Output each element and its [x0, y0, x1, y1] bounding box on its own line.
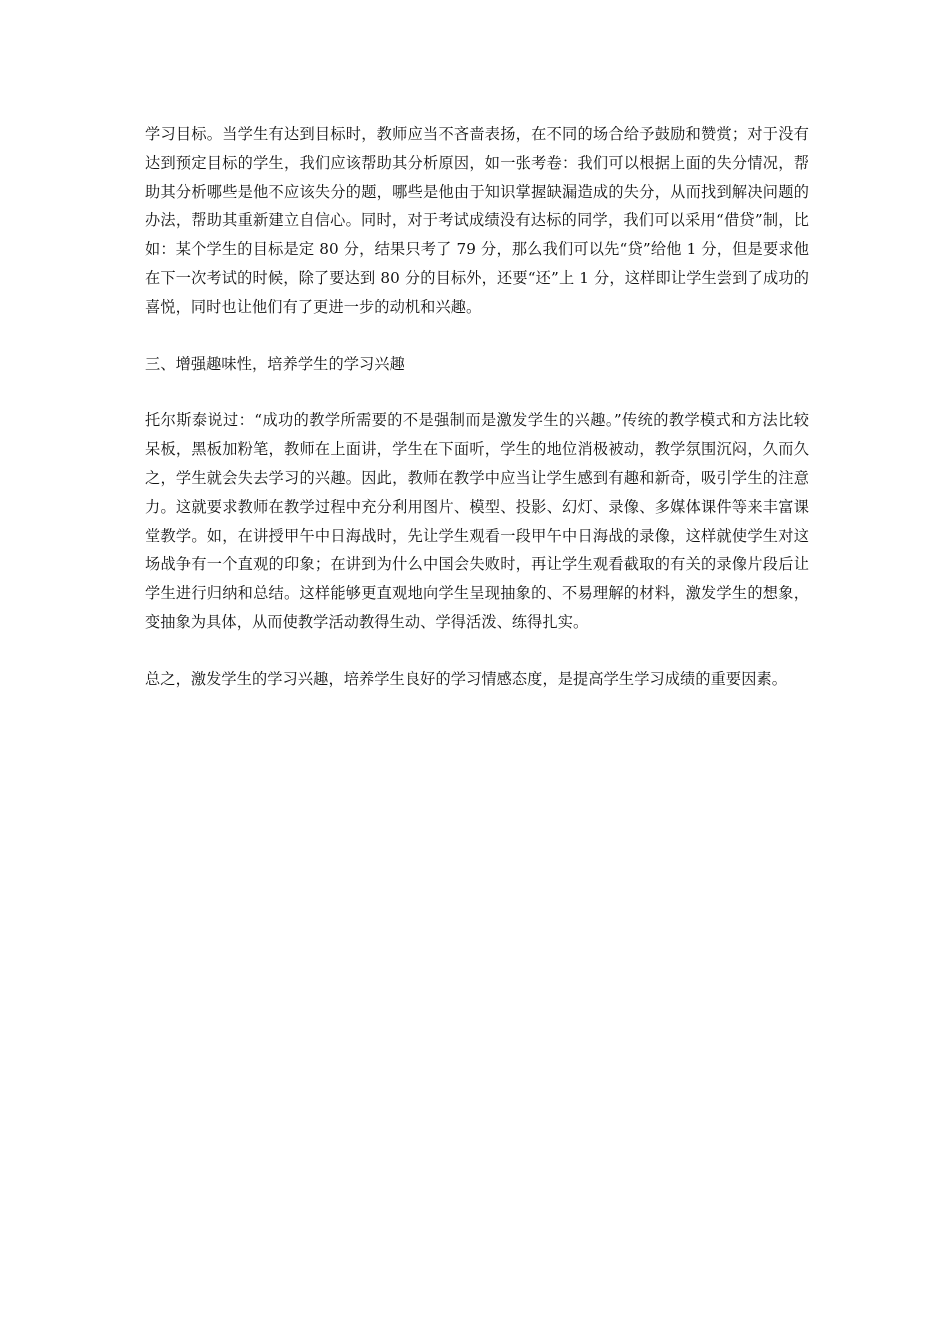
paragraph-conclusion: 总之，激发学生的学习兴趣，培养学生良好的学习情感态度，是提高学生学习成绩的重要因素。	[145, 669, 788, 688]
document-body	[145, 120, 809, 722]
paragraph-teaching-methods: 托尔斯泰说过：“成功的教学所需要的不是强制而是激发学生的兴趣。”传统的教学模式和方法比较呆板，黑板加粉笔，教师在上面讲，学生在下面听，学生的地位消极被动，教学氛围沉闷，久而久之，学生就会失去学习的兴趣。因此，教师在教学中应当让学生感到有趣和新奇，吸引学生的注意力。这就要求教师在教学过程中充分利用图片、模型、投影、幻灯、录像、多媒体课件等来丰富课堂教学。如，在讲授甲午中日海战时，先让学生观看一段甲午中日海战的录像，这样就使学生对这场战争有一个直观的印象；在讲到为什么中国会失败时，再让学生观看截取的有关的录像片段后让学生进行归纳和总结。这样能够更直观地向学生呈现抽象的、不易理解的材料，激发学生的想象，变抽象为具体，从而使教学活动教得生动、学得活泼、练得扎实。	[145, 411, 809, 631]
paragraph-goal-setting: 学习目标。当学生有达到目标时，教师应当不吝啬表扬，在不同的场合给予鼓励和赞赏；对于没有达到预定目标的学生，我们应该帮助其分析原因，如一张考卷：我们可以根据上面的失分情况，帮助其分析哪些是他不应该失分的题，哪些是他由于知识掌握缺漏造成的失分，从而找到解决问题的办法，帮助其重新建立自信心。同时，对于考试成绩没有达标的同学，我们可以采用“借贷”制，比如：某个学生的目标是定 80 分，结果只考了 79 分，那么我们可以先“贷”给他 1 分，但是要求他在下一次考试的时候，除了要达到 80 分的目标外，还要“还”上 1 分，这样即让学生尝到了成功的喜悦，同时也让他们有了更进一步的动机和兴趣。	[145, 125, 809, 316]
section-heading-interest: 三、增强趣味性，培养学生的学习兴趣	[145, 354, 405, 373]
